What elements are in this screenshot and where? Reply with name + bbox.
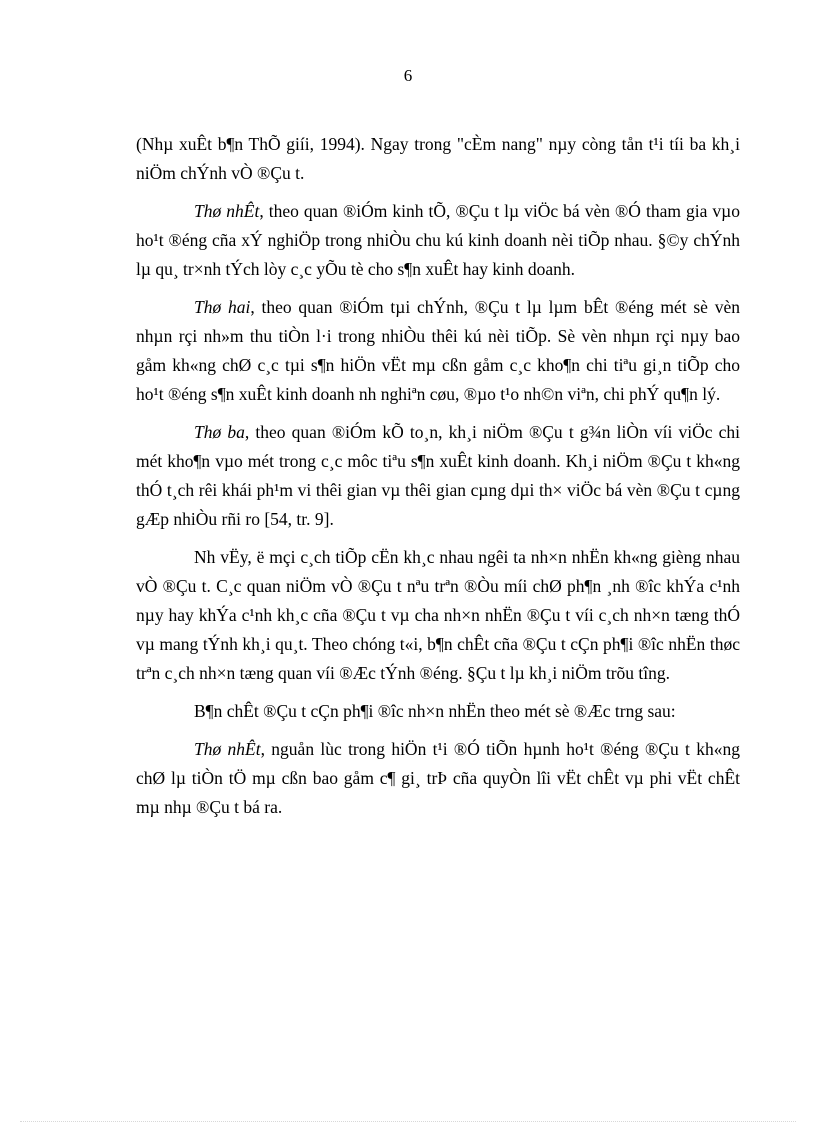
paragraph-lead: Thø nhÊt [194,201,260,221]
paragraph-text: , theo quan ®iÓm kinh tÕ, ®Çu t lµ viÖc bá vèn ®Ó tham gia vµo ho¹t ®éng cña xÝ nghiÖp trong nhiÒu chu kú kinh doanh nèi tiÕp nhau. §©y chÝnh lµ qu¸ tr×nh tÝch lòy c¸c yÕu tè cho s¶n xuÊt hay kinh doanh. [136,201,740,279]
paragraph-text: , theo quan ®iÓm tµi chÝnh, ®Çu t lµ lµm bÊt ®éng mét sè vèn nhµn rçi nh»m thu tiÒn l·i trong nhiÒu thêi kú nèi tiÕp. Sè vèn nhµn rçi nµy bao gåm kh«ng chØ c¸c tµi s¶n hiÖn vËt mµ cßn gåm c¸c kho¶n chi tiªu gi¸n tiÕp cho ho¹t ®éng s¶n xuÊt kinh doanh nh nghiªn cøu, ®µo t¹o nh©n viªn, chi phÝ qu¶n lý. [136,297,740,404]
document-body [136,130,740,831]
paragraph [136,543,740,688]
page-number: 6 [403,66,413,85]
paragraph [136,418,740,534]
paragraph-text: , theo quan ®iÓm kÕ to¸n, kh¸i niÖm ®Çu t g¾n liÒn víi viÖc chi mét kho¶n vµo mét trong c¸c môc tiªu s¶n xuÊt kinh doanh. Kh¸i niÖm ®Çu t kh«ng thÓ t¸ch rêi khái ph¹m vi thêi gian vµ thêi gian cµng dµi th× viÖc bá vèn ®Çu t cµng gÆp nhiÒu rñi ro [54, tr. 9]. [136,422,741,529]
paragraph-text: B¶n chÊt ®Çu t cÇn ph¶i ®îc nh×n nhËn theo mét sè ®Æc trng sau: [194,701,676,721]
paragraph [136,735,740,822]
paragraph-text: , nguån lùc trong hiÖn t¹i ®Ó tiÕn hµnh ho¹t ®éng ®Çu t kh«ng chØ lµ tiÒn tÖ mµ cßn bao gåm c¶ gi¸ trÞ cña quyÒn lîi vËt chÊt vµ phi vËt chÊt mµ nhµ ®Çu t bá ra. [136,739,740,817]
paragraph-lead: Thø nhÊt [194,739,261,759]
paragraph [136,697,740,726]
paragraph-text: Nh vËy, ë mçi c¸ch tiÕp cËn kh¸c nhau ngêi ta nh×n nhËn kh«ng gièng nhau vÒ ®Çu t. C¸c quan niÖm vÒ ®Çu t nªu trªn ®Òu míi chØ ph¶n ¸nh ®îc khÝa c¹nh nµy hay khÝa c¹nh kh¸c cña ®Çu t vµ cha nh×n nhËn ®Çu t víi c¸ch nh×n tæng thÓ vµ mang tÝnh kh¸i qu¸t. Theo chóng t«i, b¶n chÊt cña ®Çu t cÇn ph¶i ®îc nhËn thøc trªn c¸ch nh×n tæng quan víi ®Æc tÝnh ®éng. §Çu t lµ kh¸i niÖm trõu tîng. [136,547,740,683]
paragraph-lead: Thø hai [194,297,251,317]
paragraph-lead: Thø ba [194,422,245,442]
paragraph [136,293,740,409]
paragraph-text: (Nhµ xuÊt b¶n ThÕ giíi, 1994). Ngay trong "cÈm nang" nµy còng tån t¹i tíi ba kh¸i niÖm chÝnh vÒ ®Çu t. [136,134,740,183]
paragraph [136,197,740,284]
paragraph [136,130,740,188]
